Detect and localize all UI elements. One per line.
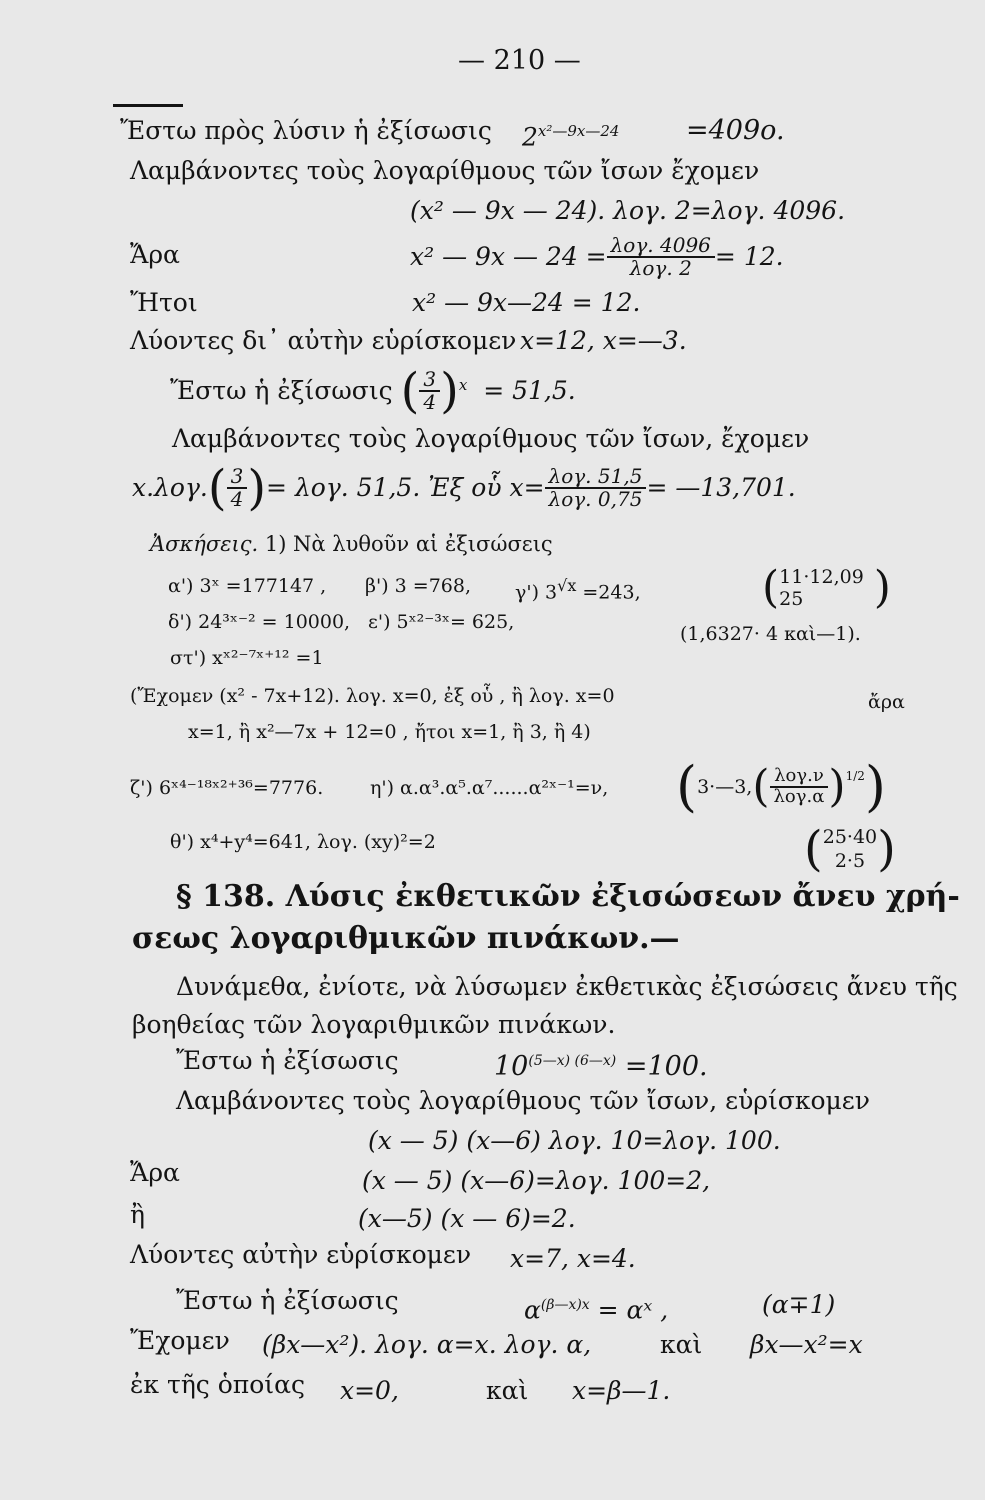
exercise-note: x=1, ἢ x²—7x + 12=0 , ἤτοι x=1, ἢ 3, ἢ 4) <box>188 721 591 743</box>
exercise-th: θ') x⁴+y⁴=641, λογ. (xy)²=2 <box>170 831 436 853</box>
text-line: Λαμβάνοντες τοὺς λογαρίθμους τῶν ἴσων, εὑρίσκομεν <box>176 1086 870 1115</box>
exercise-th-answer: ( 25·40 2·5 ) <box>804 821 896 877</box>
exercise-st: στ') xˣ²⁻⁷ˣ⁺¹² =1 <box>170 647 324 669</box>
text-line: Λύοντες αὐτὴν εὑρίσκομεν <box>130 1240 472 1269</box>
equation: (x² — 9x — 24). λογ. 2=λογ. 4096. <box>410 196 846 225</box>
page-number: — 210 — <box>458 45 581 76</box>
equation: (x — 5) (x—6)=λογ. 100=2, <box>362 1166 711 1195</box>
text-label: Ἄρα <box>130 1158 180 1187</box>
text-line: Ἔστω ἡ ἐξίσωσις <box>176 1286 399 1315</box>
equation: (x—5) (x — 6)=2. <box>358 1204 576 1233</box>
equation: (x — 5) (x—6) λογ. 10=λογ. 100. <box>368 1126 781 1155</box>
exercise-note-end: ἄρα <box>868 691 905 713</box>
ink-mark <box>113 104 183 107</box>
text-word: καὶ <box>660 1330 703 1359</box>
equation: x=0, <box>340 1376 399 1405</box>
exercise-z: ζ') 6ˣ⁴⁻¹⁸ˣ²⁺³⁶=7776. <box>130 777 324 799</box>
exercises-heading: Ἀσκήσεις. 1) Νὰ λυθοῦν αἱ ἐξισώσεις <box>150 532 553 556</box>
equation-condition: (α∓1) <box>762 1290 836 1319</box>
equation: x² — 9x—24 = 12. <box>412 288 641 317</box>
text-line: Λαμβάνοντες τοὺς λογαρίθμους τῶν ἴσων ἔχομεν <box>130 156 760 185</box>
exercise-de-answer: (1,6327· 4 καὶ—1). <box>680 623 861 645</box>
text-line: Λαμβάνοντες τοὺς λογαρίθμους τῶν ἴσων, ἔχομεν <box>172 424 810 453</box>
exercise-a: α') 3ˣ =177147 , <box>168 575 327 597</box>
text-label: Ἔχομεν <box>130 1326 230 1355</box>
equation: x.λογ. ( $\frac{3}{4}$ ) = λογ. 51,5. Ἐξ οὗ x= $\frac{\text{λογ. 51,5}}{\text{λογ. 0,75}}$ = —13,701. <box>132 460 796 516</box>
equation: $2^{x^2—9x—24}$ <box>522 122 620 152</box>
exercise-e: ε') 5ˣ²⁻³ˣ= 625, <box>368 611 515 633</box>
text-line: Λύοντες δι᾽ αὐτὴν εὑρίσκομεν <box>130 326 517 355</box>
exercise-note: (Ἔχομεν (x² - 7x+12). λογ. x=0, ἐξ οὗ , ἢ λογ. x=0 <box>130 685 615 707</box>
text-line: Ἔστω ἡ ἐξίσωσις <box>176 1046 399 1075</box>
text-word: καὶ <box>486 1376 529 1405</box>
exercise-b: β') 3 =768, <box>365 575 472 597</box>
equation-rhs: =409o. <box>686 115 785 146</box>
text-label: Ἄρα <box>130 240 180 269</box>
text-label: ἢ <box>130 1200 145 1229</box>
text-line: Ἔστω πρὸς λύσιν ἡ ἐξίσωσις <box>120 116 492 145</box>
text-line: Δυνάμεθα, ἐνίοτε, νὰ λύσωμεν ἐκθετικὰς ἐξισώσεις ἄνευ τῆς <box>176 972 958 1001</box>
exercise-d: δ') 24³ˣ⁻² = 10000, <box>168 611 351 633</box>
equation: (βx—x²). λογ. α=x. λογ. α, <box>262 1330 592 1359</box>
text-label: ἐκ τῆς ὁποίας <box>130 1370 305 1399</box>
text-label: Ἤτοι <box>130 288 198 317</box>
text-line: βοηθείας τῶν λογαριθμικῶν πινάκων. <box>132 1010 616 1039</box>
exercise-c-answer: ( 11·12,09 25 ) <box>762 562 891 613</box>
equation: $\alpha^{(\beta—x)x}$ = αˣ , <box>524 1295 669 1325</box>
section-heading: § 138. Λύσις ἐκθετικῶν ἐξισώσεων ἄνευ χρή- <box>176 879 960 914</box>
exercise-h: η') α.α³.α⁵.α⁷......α²ˣ⁻¹=ν, <box>370 777 609 799</box>
text-line: Ἔστω ἡ ἐξίσωσις ( $\frac{3}{4}$ ) x = 51,5. <box>170 363 576 419</box>
equation: βx—x²=x <box>750 1330 863 1359</box>
section-heading-cont: σεως λογαριθμικῶν πινάκων.— <box>132 921 680 956</box>
equation: x=β—1. <box>572 1376 671 1405</box>
exercise-c: γ') $3^{√x} =243$, <box>515 576 641 604</box>
equation: $10^{(5—x) (6—x)} =100$. <box>494 1051 708 1082</box>
exercise-h-answer: ( 3·—3, ( $\frac{\text{λογ.ν}}{\text{λογ.α}}$ ) 1/2 ) <box>676 755 886 818</box>
equation: x=7, x=4. <box>510 1244 636 1273</box>
equation: x² — 9x — 24 = $\frac{\text{λογ. 4096}}{\text{λογ. 2}}$ = 12. <box>410 233 784 280</box>
equation: x=12, x=—3. <box>520 326 687 355</box>
